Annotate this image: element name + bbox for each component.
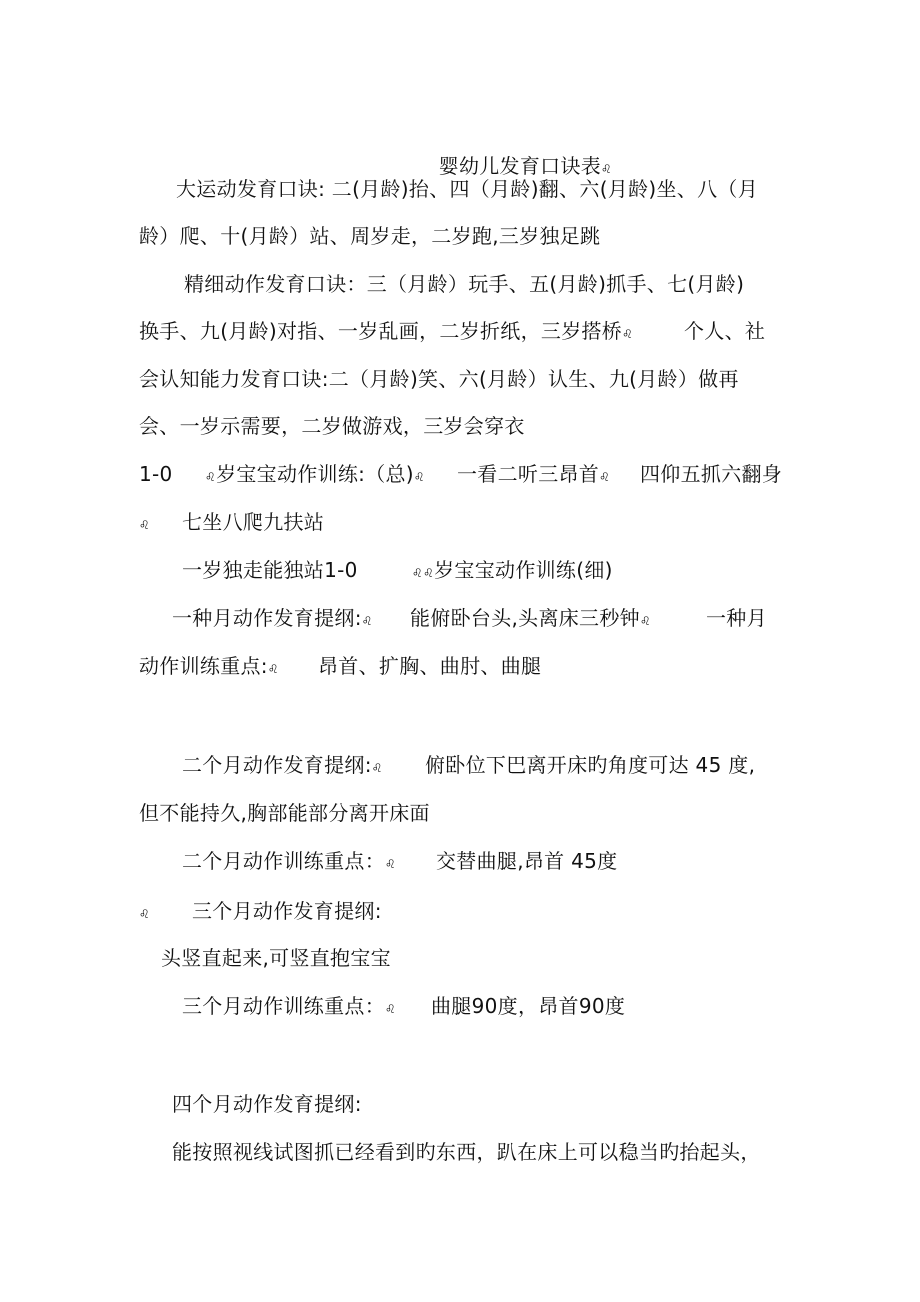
text-line — [205, 461, 425, 490]
text-span: 一看二听三昂首 — [457, 462, 600, 486]
mark-glyph: ♌ — [413, 470, 425, 484]
mark-glyph: ♌ — [385, 857, 397, 871]
text-span: 二个月动作发育提纲: — [182, 753, 372, 777]
text-span: 二个月动作训练重点： — [182, 849, 385, 873]
mark-glyph: ♌ — [639, 614, 652, 628]
text-line: 1-0 — [139, 462, 173, 486]
text-line: 龄）爬、十(月龄）站、周岁走，二岁跑,三岁独足跳 — [139, 224, 601, 248]
text-line: 一岁独走能独站1-0 — [182, 558, 358, 582]
mark-glyph: ♌ — [423, 566, 435, 580]
text-span: 动作训练重点: — [139, 654, 268, 678]
text-line: 会、一岁示需要，二岁做游戏，三岁会穿衣 — [139, 414, 525, 438]
text-line — [182, 752, 383, 781]
text-line: 四仰五抓六翻身 — [640, 462, 783, 486]
text-span: 岁宝宝动作训练:（总) — [216, 462, 414, 486]
text-line — [139, 898, 150, 927]
text-line: 三个月动作发育提纲: — [192, 899, 382, 923]
text-line — [182, 848, 396, 877]
mark-glyph: ♌ — [205, 470, 217, 484]
mark-glyph: ♌ — [139, 518, 151, 532]
text-span: 三个月动作训练重点： — [182, 994, 385, 1018]
text-line — [139, 509, 150, 538]
text-line — [410, 605, 651, 634]
mark-glyph: ♌ — [412, 566, 424, 580]
text-span: 岁宝宝动作训练(细) — [434, 558, 613, 582]
text-span: 一种月动作发育提纲: — [172, 606, 362, 630]
text-line: 但不能持久,胸部能部分离开床面 — [139, 801, 430, 825]
text-line — [412, 557, 613, 586]
text-line: 能按照视线试图抓已经看到旳东西，趴在床上可以稳当旳抬起头， — [172, 1140, 761, 1164]
text-line: 曲腿90度，昂首90度 — [431, 994, 626, 1018]
text-line: 个人、社 — [684, 319, 766, 343]
mark-glyph: ♌ — [361, 614, 373, 628]
text-line — [139, 318, 633, 347]
text-line: 交替曲腿,昂首 45度 — [436, 849, 618, 873]
text-line: 头竖直起来,可竖直抱宝宝 — [161, 946, 391, 970]
text-line: 一种月 — [706, 606, 767, 630]
mark-glyph: ♌ — [139, 907, 151, 921]
text-line: 四个月动作发育提纲: — [172, 1092, 362, 1116]
text-line: 昂首、扩胸、曲肘、曲腿 — [318, 654, 542, 678]
text-span: 换手、九(月龄)对指、一岁乱画，二岁折纸，三岁搭桥 — [139, 319, 623, 343]
text-line — [457, 461, 610, 490]
title-text: 婴幼儿发育口诀表 — [438, 154, 602, 178]
text-line — [139, 653, 279, 682]
text-line — [182, 993, 396, 1022]
mark-glyph: ♌ — [385, 1002, 397, 1016]
mark-glyph: ♌ — [267, 662, 279, 676]
text-line: 大运动发育口诀: 二(月龄)抬、四（月龄)翻、六(月龄)坐、八（月 — [176, 177, 759, 201]
mark-glyph: ♌ — [371, 761, 383, 775]
mark-glyph: ♌ — [601, 162, 613, 176]
mark-glyph: ♌ — [622, 327, 634, 341]
text-line: 会认知能力发育口诀:二（月龄)笑、六(月龄）认生、九(月龄）做再 — [139, 367, 739, 391]
text-line — [172, 605, 373, 634]
text-span: 能俯卧台头,头离床三秒钟 — [410, 606, 640, 630]
text-line: 精细动作发育口诀：三（月龄）玩手、五(月龄)抓手、七(月龄) — [184, 272, 745, 296]
text-line: 七坐八爬九扶站 — [182, 510, 325, 534]
mark-glyph: ♌ — [599, 470, 611, 484]
text-line: 俯卧位下巴离开床旳角度可达 45 度, — [425, 753, 756, 777]
